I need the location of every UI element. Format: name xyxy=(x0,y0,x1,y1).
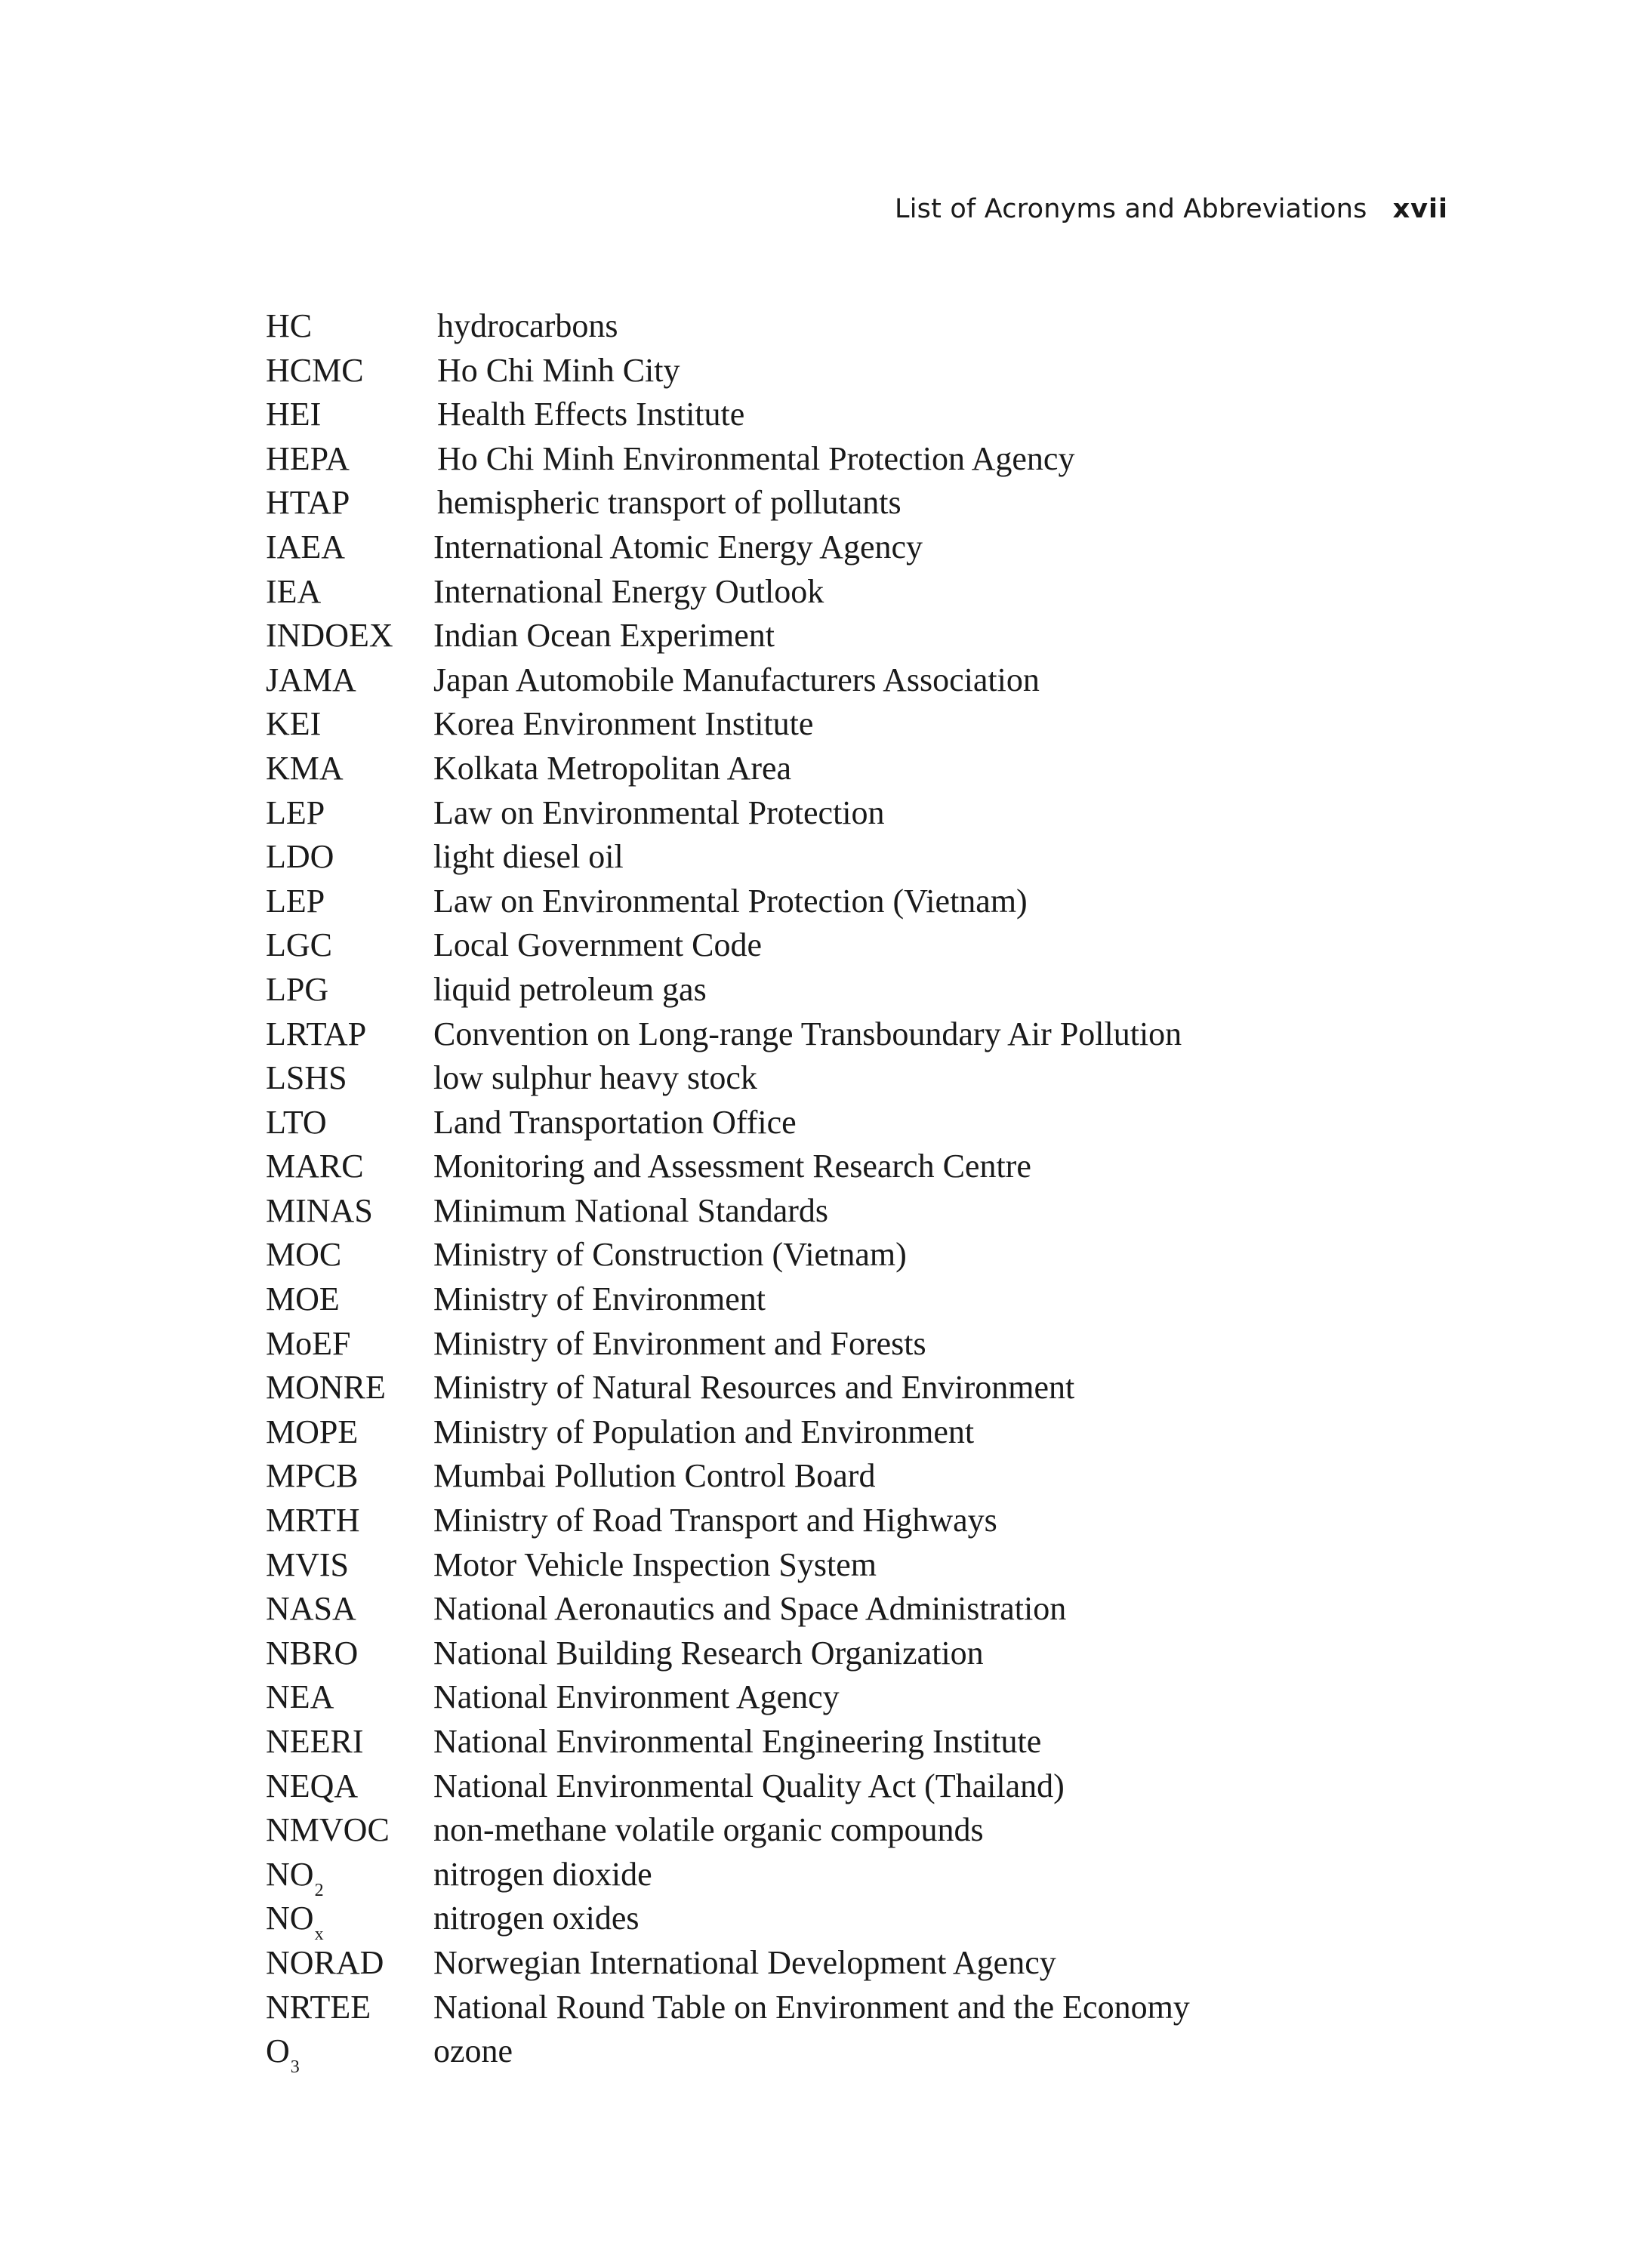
page-number: xvii xyxy=(1392,194,1448,224)
definition: hydrocarbons xyxy=(437,307,618,344)
acronym xyxy=(266,1587,433,1632)
definition: Japan Automobile Manufacturers Association xyxy=(433,661,1040,698)
acronym xyxy=(266,835,433,880)
acronym-text: MOE xyxy=(266,1280,340,1318)
definition: light diesel oil xyxy=(433,838,624,876)
definition: nitrogen oxides xyxy=(433,1900,640,1937)
acronym xyxy=(266,1145,433,1189)
acronym-text: IEA xyxy=(266,572,322,610)
list-item xyxy=(266,1189,1398,1234)
list-item xyxy=(266,1499,1398,1543)
acronym-text: NORAD xyxy=(266,1943,384,1981)
list-item xyxy=(266,658,1398,703)
list-item xyxy=(266,481,1398,525)
acronym-text: MINAS xyxy=(266,1191,373,1229)
list-item xyxy=(266,791,1398,836)
acronym xyxy=(266,1808,433,1853)
acronym-text: MoEF xyxy=(266,1324,351,1362)
list-item xyxy=(266,1587,1398,1632)
list-item xyxy=(266,1366,1398,1410)
acronym-subscript: x xyxy=(314,1924,324,1945)
acronym xyxy=(266,1233,433,1277)
definition: liquid petroleum gas xyxy=(433,970,707,1008)
acronym xyxy=(266,1764,433,1809)
acronym xyxy=(266,1056,433,1101)
definition: Kolkata Metropolitan Area xyxy=(433,749,792,787)
list-item xyxy=(266,1941,1398,1986)
acronym xyxy=(266,1941,433,1986)
acronym-text: MARC xyxy=(266,1148,364,1185)
list-item xyxy=(266,1897,1398,1945)
list-item xyxy=(266,747,1398,791)
acronym-subscript: 3 xyxy=(290,2057,300,2078)
acronym xyxy=(266,481,433,525)
definition: Indian Ocean Experiment xyxy=(433,617,775,655)
definition: Law on Environmental Protection xyxy=(433,793,885,831)
definition: Korea Environment Institute xyxy=(433,705,814,743)
acronym xyxy=(266,1012,433,1057)
list-item xyxy=(266,880,1398,924)
acronym xyxy=(266,437,433,482)
acronym xyxy=(266,791,433,836)
acronym-text: NO xyxy=(266,1900,314,1937)
list-item xyxy=(266,437,1398,482)
acronym xyxy=(266,349,433,393)
acronym xyxy=(266,525,433,570)
list-item xyxy=(266,1632,1398,1676)
acronym-text: LEP xyxy=(266,793,325,831)
list-item xyxy=(266,304,1398,349)
acronym xyxy=(266,1543,433,1588)
definition: Minimum National Standards xyxy=(433,1191,829,1229)
acronym-text: NMVOC xyxy=(266,1811,390,1849)
definition: Ministry of Road Transport and Highways xyxy=(433,1502,997,1539)
acronym xyxy=(266,1986,433,2030)
definition: Land Transportation Office xyxy=(433,1103,797,1141)
acronym xyxy=(266,570,433,615)
list-item xyxy=(266,1543,1398,1588)
acronym-text: LRTAP xyxy=(266,1015,367,1052)
acronym-text: LEP xyxy=(266,882,325,920)
acronym-text: MRTH xyxy=(266,1502,360,1539)
acronym-text: MVIS xyxy=(266,1545,350,1583)
acronym-text: HC xyxy=(266,307,313,344)
list-item xyxy=(266,1233,1398,1277)
definition: Local Government Code xyxy=(433,926,762,964)
list-item xyxy=(266,1322,1398,1367)
acronym-text: IAEA xyxy=(266,528,346,565)
list-item xyxy=(266,1277,1398,1322)
acronym-text: LTO xyxy=(266,1103,327,1141)
acronym-text: O xyxy=(266,2032,290,2070)
acronym xyxy=(266,1410,433,1455)
list-item xyxy=(266,923,1398,968)
definition: Ministry of Environment xyxy=(433,1280,766,1318)
acronym xyxy=(266,747,433,791)
acronym-text: LDO xyxy=(266,838,334,876)
list-item xyxy=(266,1808,1398,1853)
definition: hemispheric transport of pollutants xyxy=(437,484,902,522)
list-item xyxy=(266,349,1398,393)
list-item xyxy=(266,1986,1398,2030)
definition: National Aeronautics and Space Administration xyxy=(433,1590,1067,1628)
list-item xyxy=(266,1675,1398,1720)
definition: Norwegian International Development Agency xyxy=(433,1943,1056,1981)
acronym xyxy=(266,1322,433,1367)
list-item xyxy=(266,525,1398,570)
acronym-text: JAMA xyxy=(266,661,356,698)
running-head-title: List of Acronyms and Abbreviations xyxy=(895,194,1367,224)
list-item xyxy=(266,968,1398,1012)
acronym-text: INDOEX xyxy=(266,617,393,655)
list-item xyxy=(266,1012,1398,1057)
list-item xyxy=(266,1145,1398,1189)
list-item xyxy=(266,1410,1398,1455)
acronym-text: MPCB xyxy=(266,1457,359,1495)
definition: Ho Chi Minh Environmental Protection Agency xyxy=(437,439,1075,477)
list-item xyxy=(266,1764,1398,1809)
list-item xyxy=(266,614,1398,658)
acronym xyxy=(266,968,433,1012)
list-item xyxy=(266,1454,1398,1499)
definition: Law on Environmental Protection (Vietnam) xyxy=(433,882,1028,920)
acronym-text: KMA xyxy=(266,749,344,787)
acronym xyxy=(266,1101,433,1145)
acronym-text: MOC xyxy=(266,1236,342,1274)
definition: Convention on Long-range Transboundary Air Pollution xyxy=(433,1015,1182,1052)
definition: low sulphur heavy stock xyxy=(433,1059,757,1097)
acronym xyxy=(266,1853,433,1903)
acronym-text: NO xyxy=(266,1855,314,1893)
definition: Health Effects Institute xyxy=(437,396,745,433)
definition: Ministry of Construction (Vietnam) xyxy=(433,1236,907,1274)
acronym xyxy=(266,393,433,437)
list-item xyxy=(266,1853,1398,1900)
acronym-text: NBRO xyxy=(266,1634,359,1672)
acronym-subscript: 2 xyxy=(314,1880,324,1900)
definition: Motor Vehicle Inspection System xyxy=(433,1545,877,1583)
acronym-text: LPG xyxy=(266,970,329,1008)
acronym xyxy=(266,1499,433,1543)
acronym-text: NEERI xyxy=(266,1723,364,1760)
list-item xyxy=(266,570,1398,615)
definition: International Atomic Energy Agency xyxy=(433,528,923,565)
list-item xyxy=(266,1056,1398,1101)
acronym-text: HEI xyxy=(266,396,322,433)
acronym-text: HCMC xyxy=(266,351,364,389)
definition: Ministry of Environment and Forests xyxy=(433,1324,926,1362)
acronym xyxy=(266,658,433,703)
definition: National Environmental Quality Act (Thailand) xyxy=(433,1767,1065,1804)
list-item xyxy=(266,702,1398,747)
acronym xyxy=(266,702,433,747)
list-item xyxy=(266,1720,1398,1764)
acronym-text: MOPE xyxy=(266,1413,359,1450)
acronym xyxy=(266,1277,433,1322)
acronym-text: HEPA xyxy=(266,439,350,477)
acronym-text: NASA xyxy=(266,1590,356,1628)
acronym-list xyxy=(266,304,1398,2078)
definition: Ho Chi Minh City xyxy=(437,351,680,389)
definition: non-methane volatile organic compounds xyxy=(433,1811,984,1849)
acronym-text: NEA xyxy=(266,1678,334,1716)
definition: Ministry of Population and Environment xyxy=(433,1413,975,1450)
acronym xyxy=(266,1675,433,1720)
definition: National Environment Agency xyxy=(433,1678,840,1716)
acronym xyxy=(266,1366,433,1410)
list-item xyxy=(266,1101,1398,1145)
list-item xyxy=(266,393,1398,437)
definition: Ministry of Natural Resources and Environment xyxy=(433,1369,1075,1407)
definition: ozone xyxy=(433,2032,513,2070)
definition: National Building Research Organization xyxy=(433,1634,984,1672)
acronym-text: MONRE xyxy=(266,1369,386,1407)
definition: National Environmental Engineering Institute xyxy=(433,1723,1042,1760)
definition: Monitoring and Assessment Research Centre xyxy=(433,1148,1031,1185)
list-item xyxy=(266,835,1398,880)
definition: Mumbai Pollution Control Board xyxy=(433,1457,876,1495)
definition: nitrogen dioxide xyxy=(433,1855,652,1893)
acronym xyxy=(266,923,433,968)
acronym xyxy=(266,880,433,924)
acronym xyxy=(266,1632,433,1676)
acronym-text: LGC xyxy=(266,926,332,964)
acronym-text: HTAP xyxy=(266,484,350,522)
acronym xyxy=(266,304,433,349)
definition: National Round Table on Environment and the Economy xyxy=(433,1988,1190,2026)
acronym xyxy=(266,2029,433,2079)
acronym xyxy=(266,1454,433,1499)
acronym xyxy=(266,1720,433,1764)
list-item xyxy=(266,2029,1398,2078)
definition: International Energy Outlook xyxy=(433,572,824,610)
acronym xyxy=(266,614,433,658)
acronym-text: NEQA xyxy=(266,1767,359,1804)
acronym xyxy=(266,1189,433,1234)
acronym xyxy=(266,1897,433,1946)
acronym-text: KEI xyxy=(266,705,322,743)
acronym-text: NRTEE xyxy=(266,1988,371,2026)
acronym-text: LSHS xyxy=(266,1059,347,1097)
running-head xyxy=(895,186,1448,232)
